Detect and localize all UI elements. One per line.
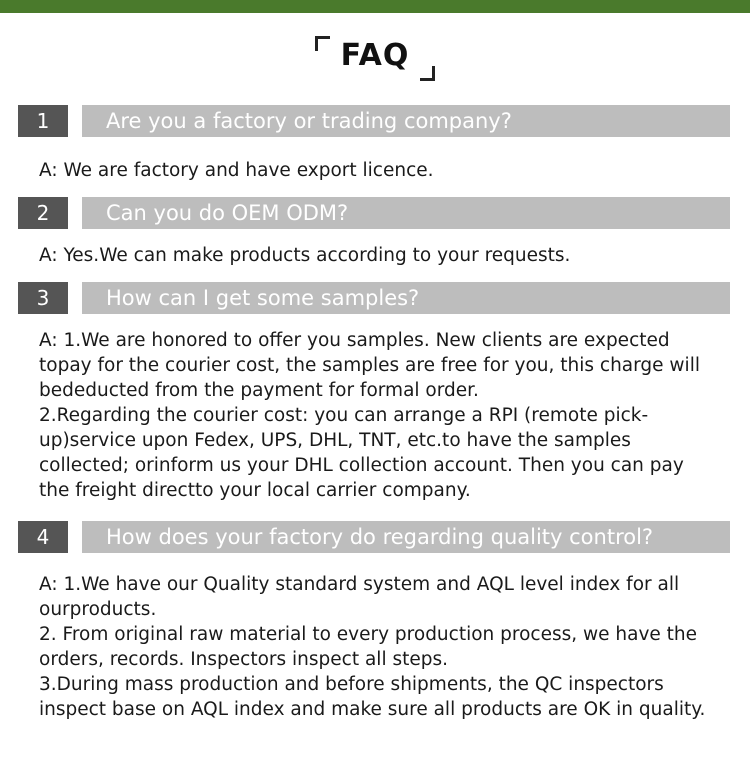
corner-bracket-right-icon — [420, 66, 435, 81]
faq-answer-1 — [39, 158, 719, 183]
faq-header — [0, 30, 750, 90]
faq-answer-3 — [39, 328, 719, 503]
faq-question-1 — [18, 105, 730, 137]
answer-paragraph: A: 1.We are honored to offer you samples. New clients are expected topay for the courier cost, the samples are free for you, this charge will bededucted from the payment for formal order. — [39, 330, 700, 401]
answer-paragraph: A: Yes.We can make products according to your requests. — [39, 245, 571, 266]
question-number: 2 — [18, 197, 68, 229]
answer-paragraph: 2.Regarding the courier cost: you can arrange a RPI (remote pick-up)service upon Fedex, UPS, DHL, TNT, etc.to have the samples collected; orinform us your DHL collection account. Then you can pay the freight directto your local carrier company. — [39, 405, 684, 501]
faq-answer-4 — [39, 572, 719, 722]
faq-question-3 — [18, 282, 730, 314]
answer-paragraph: 3.During mass production and before shipments, the QC inspectors inspect base on AQL index and make sure all products are OK in quality. — [39, 674, 706, 720]
answer-paragraph: 2. From original raw material to every production process, we have the orders, records. Inspectors inspect all steps. — [39, 624, 698, 670]
faq-question-2 — [18, 197, 730, 229]
question-text: Can you do OEM ODM? — [82, 197, 730, 229]
question-text: How can I get some samples? — [82, 282, 730, 314]
question-number: 4 — [18, 521, 68, 553]
faq-answer-2 — [39, 243, 719, 268]
answer-paragraph: A: 1.We have our Quality standard system and AQL level index for all ourproducts. — [39, 574, 680, 620]
answer-paragraph: A: We are factory and have export licence. — [39, 160, 434, 181]
page-title: FAQ — [340, 38, 410, 73]
question-text: How does your factory do regarding quality control? — [82, 521, 730, 553]
top-accent-bar — [0, 0, 750, 13]
question-number: 3 — [18, 282, 68, 314]
faq-question-4 — [18, 521, 730, 553]
question-text: Are you a factory or trading company? — [82, 105, 730, 137]
question-number: 1 — [18, 105, 68, 137]
